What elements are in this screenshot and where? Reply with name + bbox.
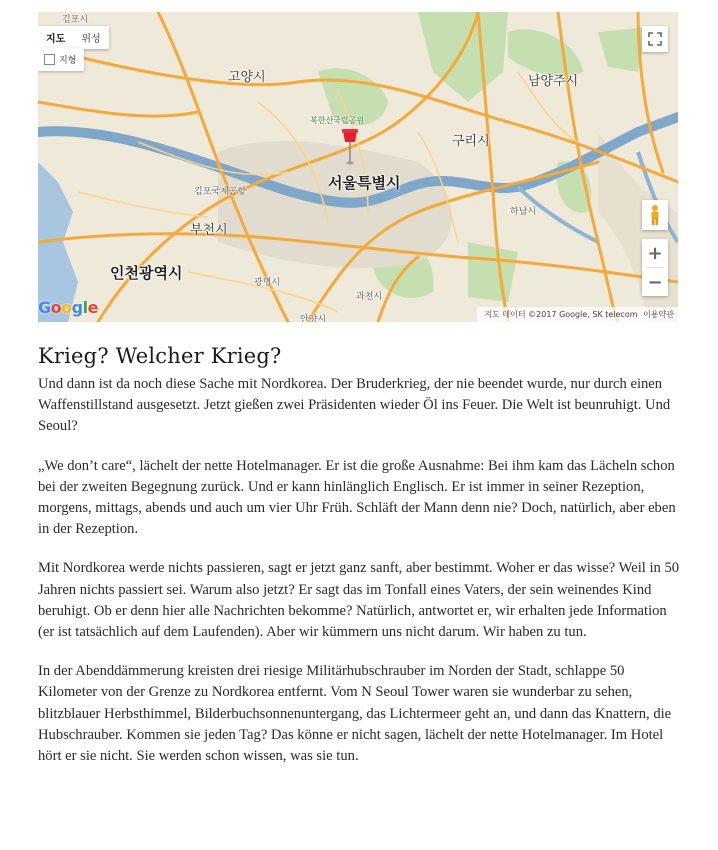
map-type-satellite-button[interactable]: 위성 [81,34,101,45]
article-paragraph-3: Mit Nordkorea werde nichts passieren, sagt er jetzt ganz sanft, aber bestimmt. Woher er das wisse? Weil in 50 Jahren nichts passiert sei. Warum also jetzt? Er sagt das im Tonfall eines Vaters, der sein weinendes Kind beruhigt. Ob er denn hier alle Nachrichten bekomme? Natürlich, antwortet er, wir erhalten jede Information (er ist tatsächlich auf dem Laufenden). Aber wir kümmern uns nicht darum. Wir haben zu tun. [38,560,680,641]
map-label-guri: 구리시 [452,134,490,149]
terrain-checkbox[interactable] [44,54,55,65]
map-attribution [477,307,678,322]
map-label-incheon: 인천광역시 [110,264,183,282]
terrain-toggle[interactable] [38,48,84,71]
map-label-park: 북한산국립공원 [310,116,365,125]
map-label-goyang: 고양시 [228,70,266,85]
article [38,344,683,785]
map-type-control [38,26,109,49]
pegman-icon [649,204,661,226]
map-label-namyangju: 남양주시 [528,74,579,89]
map-label-anyang: 안양시 [300,315,327,322]
map-label-seoul: 서울특별시 [328,174,401,192]
map-label-gwacheon: 과천시 [356,292,383,302]
zoom-in-button[interactable]: + [647,242,663,264]
street-view-button[interactable] [642,200,668,230]
map-widget[interactable] [38,12,678,322]
map-label-gimpo-airport: 김포국제공항 [194,187,247,197]
terrain-label: 지형 [59,56,77,66]
map-label-gwangmyeong: 광명시 [254,278,281,288]
map-data-attribution[interactable]: 지도 데이터 ©2017 Google, SK telecom [484,310,638,319]
zoom-out-button[interactable]: − [647,271,663,293]
fullscreen-icon [648,32,662,46]
article-paragraph-1: Und dann ist da noch diese Sache mit Nordkorea. Der Bruderkrieg, der nie beendet wurde, nur durch einen Waffenstillstand ausgesetzt. Jetzt gießen zwei Präsidenten wieder Öl ins Feuer. Die Welt ist beunruhigt. Und Seoul? [38,376,671,435]
google-logo[interactable]: Google [38,298,98,317]
zoom-control [642,239,668,296]
article-paragraph-2: „We don’t care“, lächelt der nette Hotelmanager. Er ist die große Ausnahme: Bei ihm kam das Lächeln schon bei der zweiten Begegnung zurück. Und er kann hinlänglich Englisch. Er ist immer in seiner Rezeption, morgens, mittags, abends und auch um vier Uhr Früh. Schläft der Mann denn nie? Doch, natürlich, aber eben in der Rezeption. [38,457,676,538]
terms-of-use-link[interactable]: 이용약관 [643,310,674,319]
map-label-gimpo: 김포시 [62,15,89,25]
map-label-bucheon: 부천시 [190,223,228,238]
article-paragraph-4: In der Abenddämmerung kreisten drei riesige Militärhubschrauber im Norden der Stadt, schlappe 50 Kilometer von der Grenze zu Nordkorea entfernt. Vom N Seoul Tower waren sie wunderbar zu sehen, blitzblauer Herbsthimmel, Bilderbuchsonnenuntergang, das Lichtermeer geht an, und dann das Knattern, die Hubschrauber. Kommen sie jeden Tag? Das könne er nicht sagen, lächelt der nette Hotelmanager. Im Hotel hört er sie nicht. Sie werden schon wissen, was sie tun. [38,663,672,765]
fullscreen-button[interactable] [642,26,668,52]
article-heading: Krieg? Welcher Krieg? [38,344,282,368]
map-label-hanam: 하남시 [510,207,537,217]
map-type-map-button[interactable]: 지도 [46,34,66,45]
location-pin-icon[interactable] [340,128,360,170]
